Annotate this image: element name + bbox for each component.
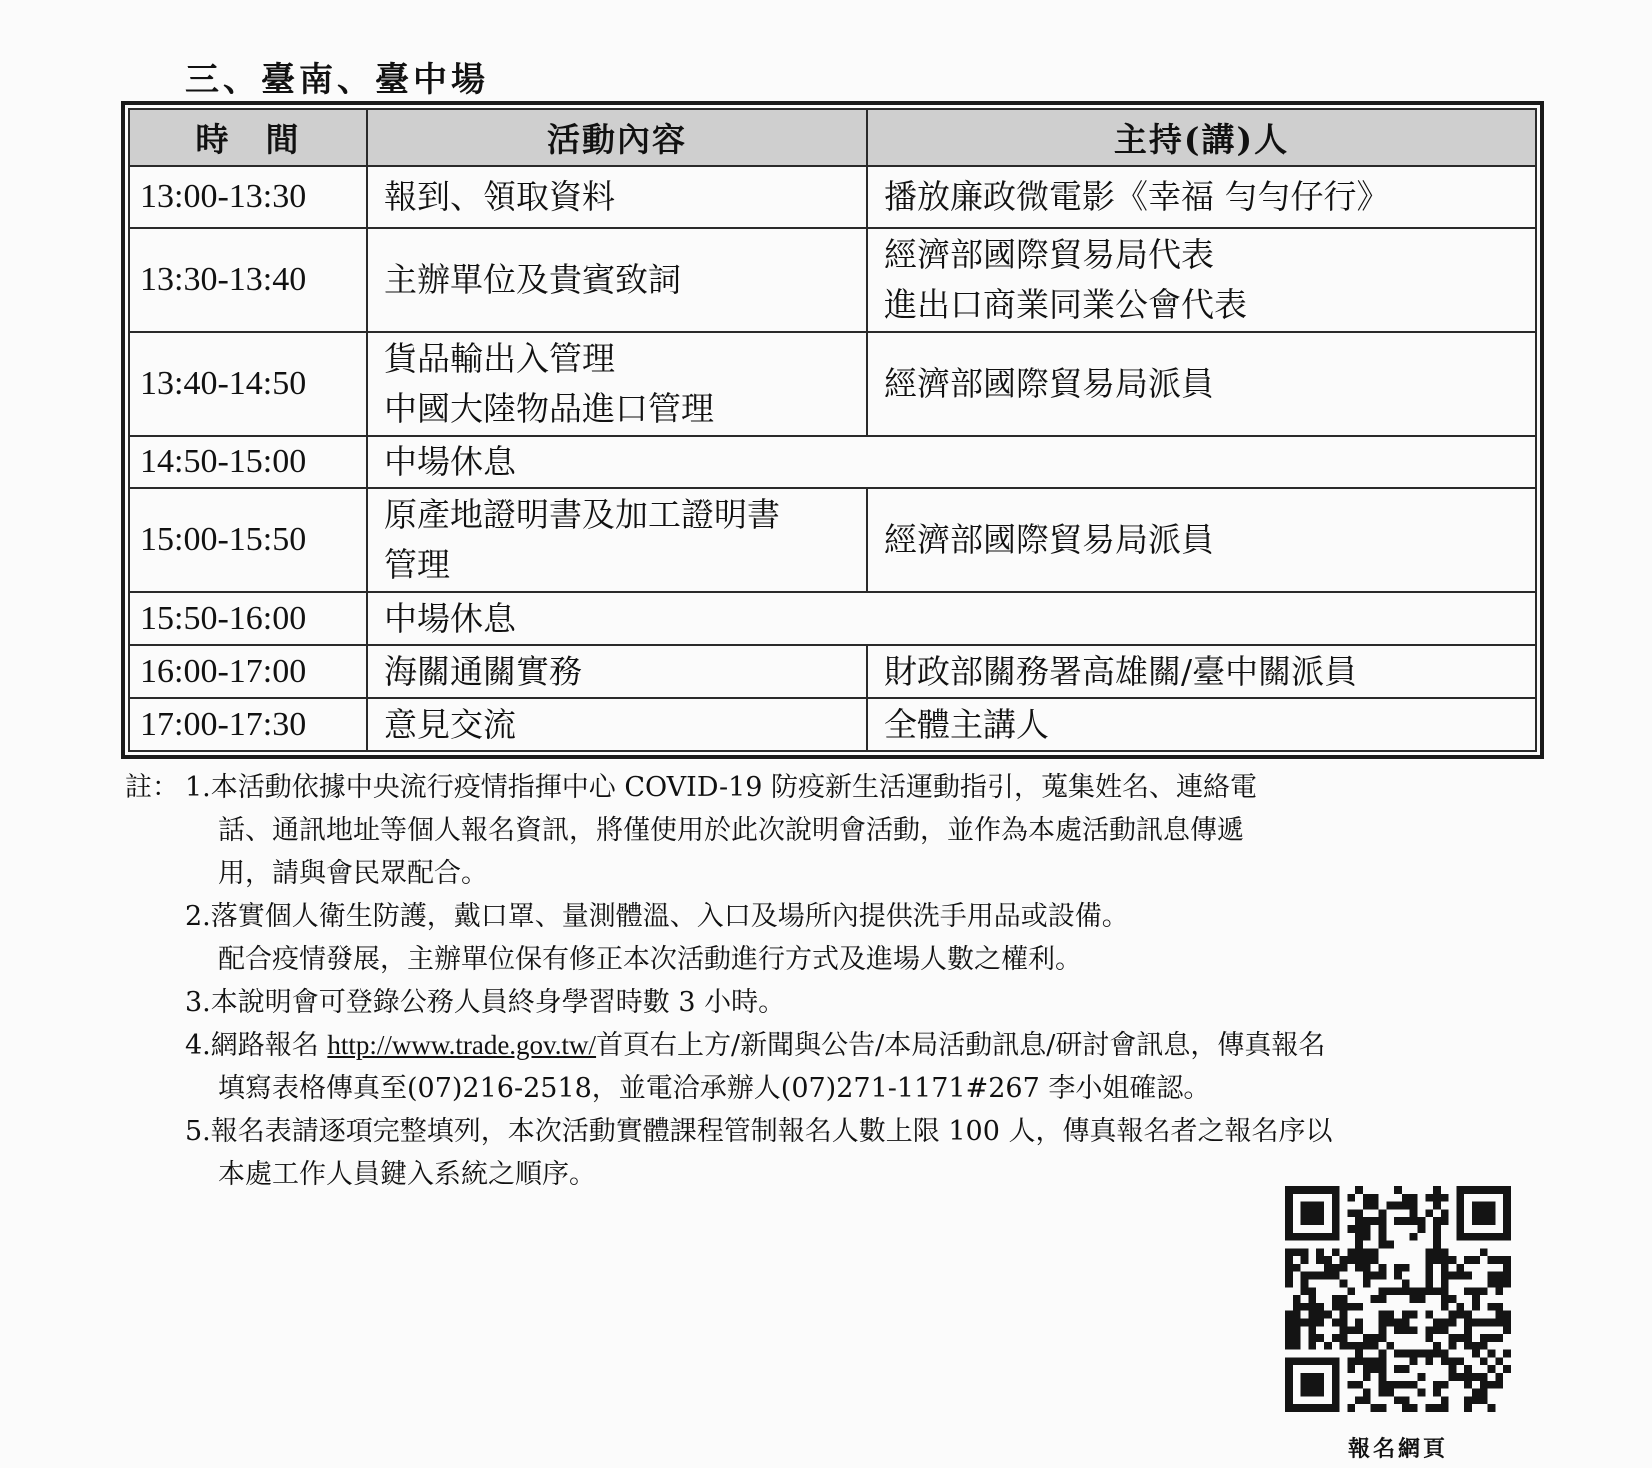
content-cell: 報到、領取資料 bbox=[367, 166, 867, 228]
host-cell: 經濟部國際貿易局代表 進出口商業同業公會代表 bbox=[867, 228, 1536, 332]
schedule-header-row bbox=[129, 109, 1536, 166]
table-row bbox=[129, 645, 1536, 698]
content-cell: 意見交流 bbox=[367, 698, 867, 751]
content-cell: 海關通關實務 bbox=[367, 645, 867, 698]
table-row bbox=[129, 488, 1536, 592]
note-item-3: 3.本說明會可登錄公務人員終身學習時數 3 小時。 bbox=[185, 987, 786, 1018]
note-item-4: 4.網路報名 http://www.trade.gov.tw/首頁右上方/新聞與公告/本局活動訊息/研討會訊息，傳真報名 填寫表格傳真至(07)216-2518，並電洽承辦人(07)271-1171#267 李小姐確認。 bbox=[185, 1030, 1326, 1104]
time-cell: 16:00-17:00 bbox=[129, 645, 367, 698]
notes-section bbox=[125, 766, 1595, 1196]
host-cell: 經濟部國際貿易局派員 bbox=[867, 488, 1536, 592]
host-cell: 全體主講人 bbox=[867, 698, 1536, 751]
schedule-table bbox=[128, 108, 1537, 752]
table-row bbox=[129, 592, 1536, 645]
time-cell: 13:30-13:40 bbox=[129, 228, 367, 332]
table-row bbox=[129, 436, 1536, 489]
note-item-5: 5.報名表請逐項完整填列，本次活動實體課程管制報名人數上限 100 人，傳真報名者之報名序以 本處工作人員鍵入系統之順序。 bbox=[185, 1116, 1333, 1190]
content-cell: 貨品輸出入管理 中國大陸物品進口管理 bbox=[367, 332, 867, 436]
time-cell: 13:00-13:30 bbox=[129, 166, 367, 228]
break-cell: 中場休息 bbox=[367, 592, 1536, 645]
time-cell: 15:50-16:00 bbox=[129, 592, 367, 645]
header-host: 主持(講)人 bbox=[867, 109, 1536, 166]
host-cell: 播放廉政微電影《幸福 勻勻仔行》 bbox=[867, 166, 1536, 228]
table-row bbox=[129, 698, 1536, 751]
table-row bbox=[129, 332, 1536, 436]
break-cell: 中場休息 bbox=[367, 436, 1536, 489]
note-item-1: 註： 1.本活動依據中央流行疫情指揮中心 COVID-19 防疫新生活運動指引，蒐集姓名、連絡電 話、通訊地址等個人報名資訊，將僅使用於此次說明會活動，並作為本處活動訊息傳遞 用，請與會民眾配合。 bbox=[125, 766, 1595, 895]
content-cell: 主辦單位及貴賓致詞 bbox=[367, 228, 867, 332]
qr-code-icon[interactable] bbox=[1285, 1186, 1511, 1412]
table-row bbox=[129, 228, 1536, 332]
qr-caption: 報名網頁 bbox=[1348, 1436, 1449, 1462]
header-content: 活動內容 bbox=[367, 109, 867, 166]
host-cell: 經濟部國際貿易局派員 bbox=[867, 332, 1536, 436]
content-cell: 原產地證明書及加工證明書 管理 bbox=[367, 488, 867, 592]
registration-link[interactable]: http://www.trade.gov.tw/ bbox=[327, 1030, 597, 1060]
time-cell: 14:50-15:00 bbox=[129, 436, 367, 489]
note-item-2: 2.落實個人衛生防護，戴口罩、量測體溫、入口及場所內提供洗手用品或設備。 配合疫情發展，主辦單位保有修正本次活動進行方式及進場人數之權利。 bbox=[185, 901, 1129, 975]
time-cell: 13:40-14:50 bbox=[129, 332, 367, 436]
time-cell: 15:00-15:50 bbox=[129, 488, 367, 592]
schedule-table-frame bbox=[121, 101, 1544, 759]
host-cell: 財政部關務署高雄關/臺中關派員 bbox=[867, 645, 1536, 698]
table-row bbox=[129, 166, 1536, 228]
notes-prefix: 註： bbox=[125, 772, 179, 803]
section-heading: 三、臺南、臺中場 bbox=[185, 60, 489, 100]
header-time: 時 間 bbox=[129, 109, 367, 166]
time-cell: 17:00-17:30 bbox=[129, 698, 367, 751]
